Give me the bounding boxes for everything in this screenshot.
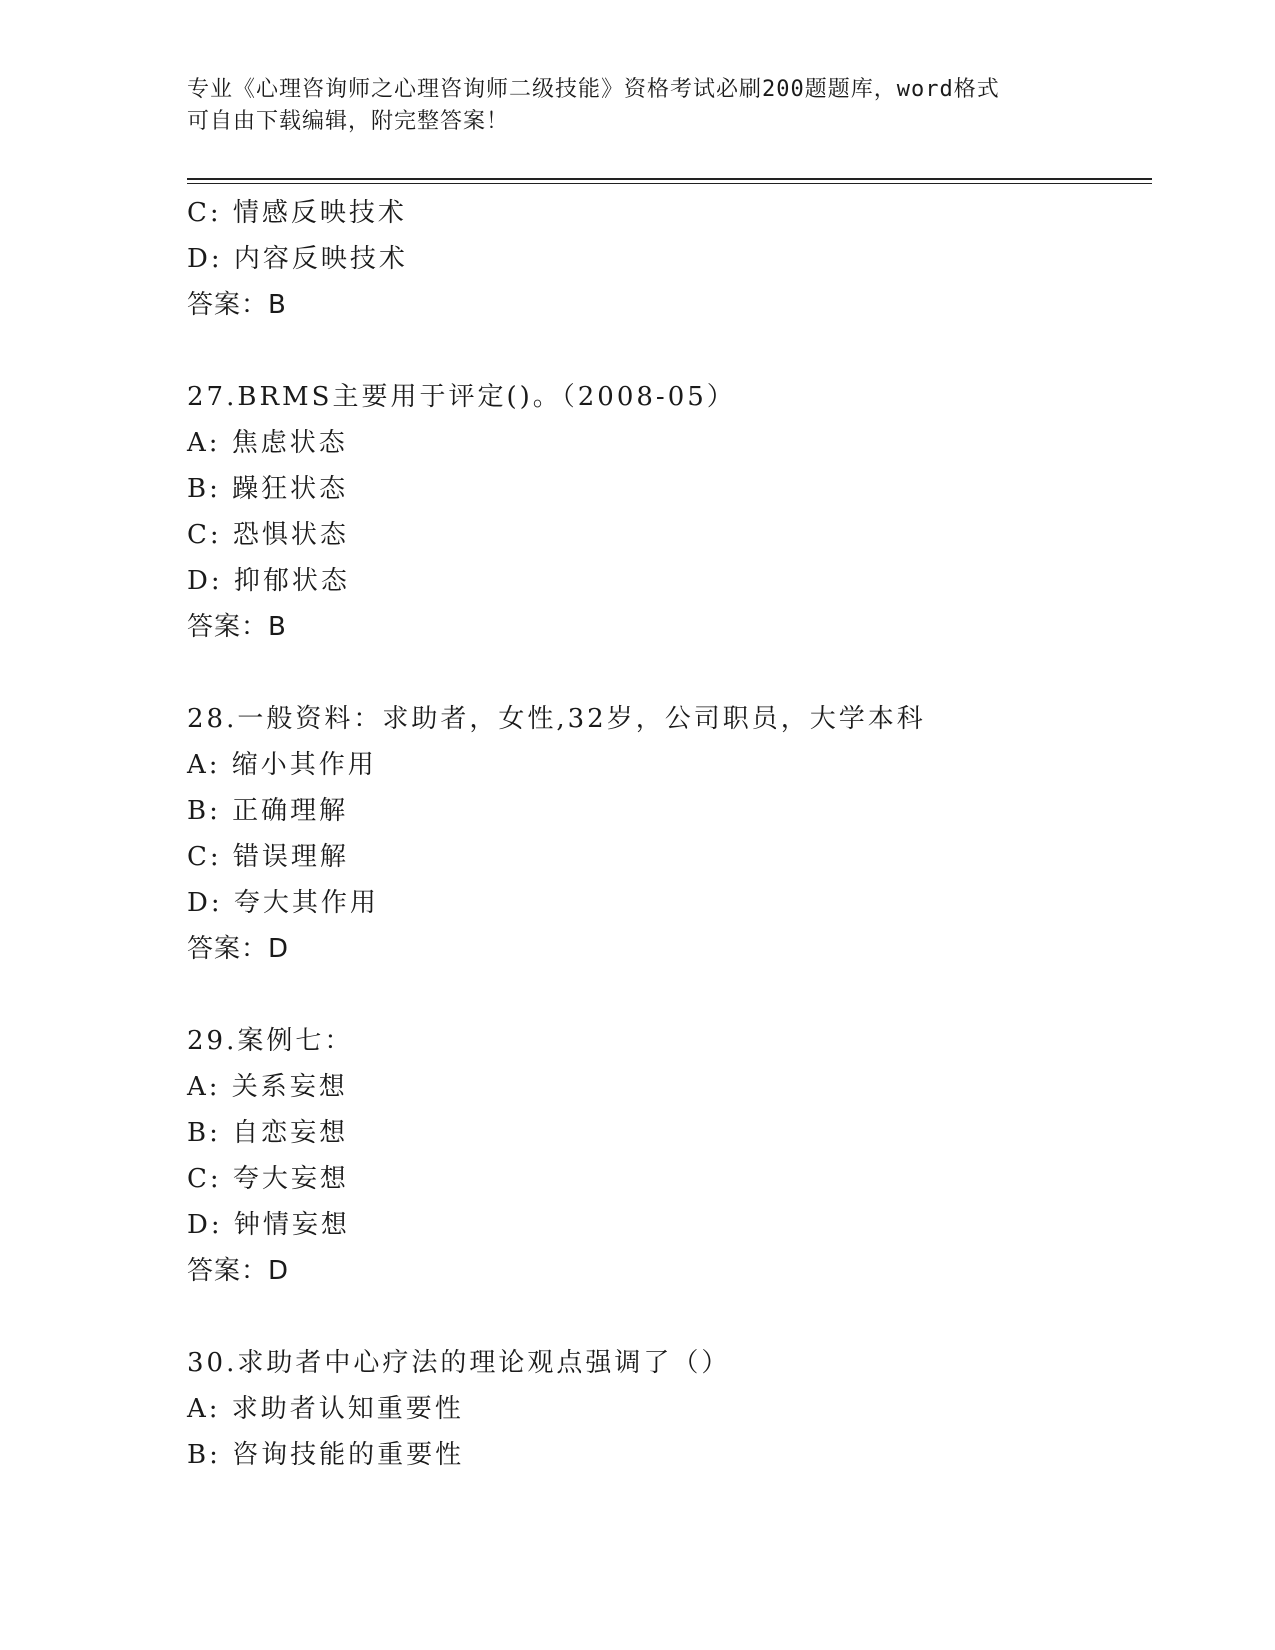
option-line: A: 缩小其作用	[187, 750, 377, 780]
option-line: C: 错误理解	[187, 842, 349, 872]
header-line-1: 专业《心理咨询师之心理咨询师二级技能》资格考试必刷200题题库，word格式	[187, 77, 1000, 102]
question-line: 30.求助者中心疗法的理论观点强调了（）	[187, 1348, 731, 1378]
answer-line: 答案：D	[187, 1256, 290, 1286]
option-line: B: 躁狂状态	[187, 474, 349, 504]
spacer	[187, 972, 1152, 1018]
option-line: A: 关系妄想	[187, 1072, 348, 1102]
option-line: B: 自恋妄想	[187, 1118, 349, 1148]
option-line: A: 求助者认知重要性	[187, 1394, 464, 1424]
header-line-2: 可自由下载编辑，附完整答案！	[187, 109, 510, 134]
spacer	[187, 328, 1152, 374]
header-divider-thick	[187, 178, 1152, 180]
answer-line: 答案：B	[187, 612, 287, 642]
option-line: C: 夸大妄想	[187, 1164, 349, 1194]
question-line: 28.一般资料：求助者，女性,32岁，公司职员，大学本科	[187, 704, 926, 734]
document-header	[187, 74, 1087, 138]
option-line: B: 咨询技能的重要性	[187, 1440, 465, 1470]
option-line: C: 恐惧状态	[187, 520, 349, 550]
option-line: B: 正确理解	[187, 796, 349, 826]
answer-line: 答案：D	[187, 934, 290, 964]
option-line: A: 焦虑状态	[187, 428, 348, 458]
question-line: 29.案例七：	[187, 1026, 354, 1056]
option-line: D: 钟情妄想	[187, 1210, 350, 1240]
spacer	[187, 650, 1152, 696]
option-line: D: 抑郁状态	[187, 566, 350, 596]
option-line: D: 内容反映技术	[187, 244, 408, 274]
question-list	[187, 190, 1152, 1478]
option-line: D: 夸大其作用	[187, 888, 379, 918]
header-divider-thin	[187, 183, 1152, 184]
option-line: C: 情感反映技术	[187, 198, 407, 228]
question-line: 27.BRMS主要用于评定()。（2008-05）	[187, 382, 736, 412]
spacer	[187, 1294, 1152, 1340]
answer-line: 答案：B	[187, 290, 287, 320]
